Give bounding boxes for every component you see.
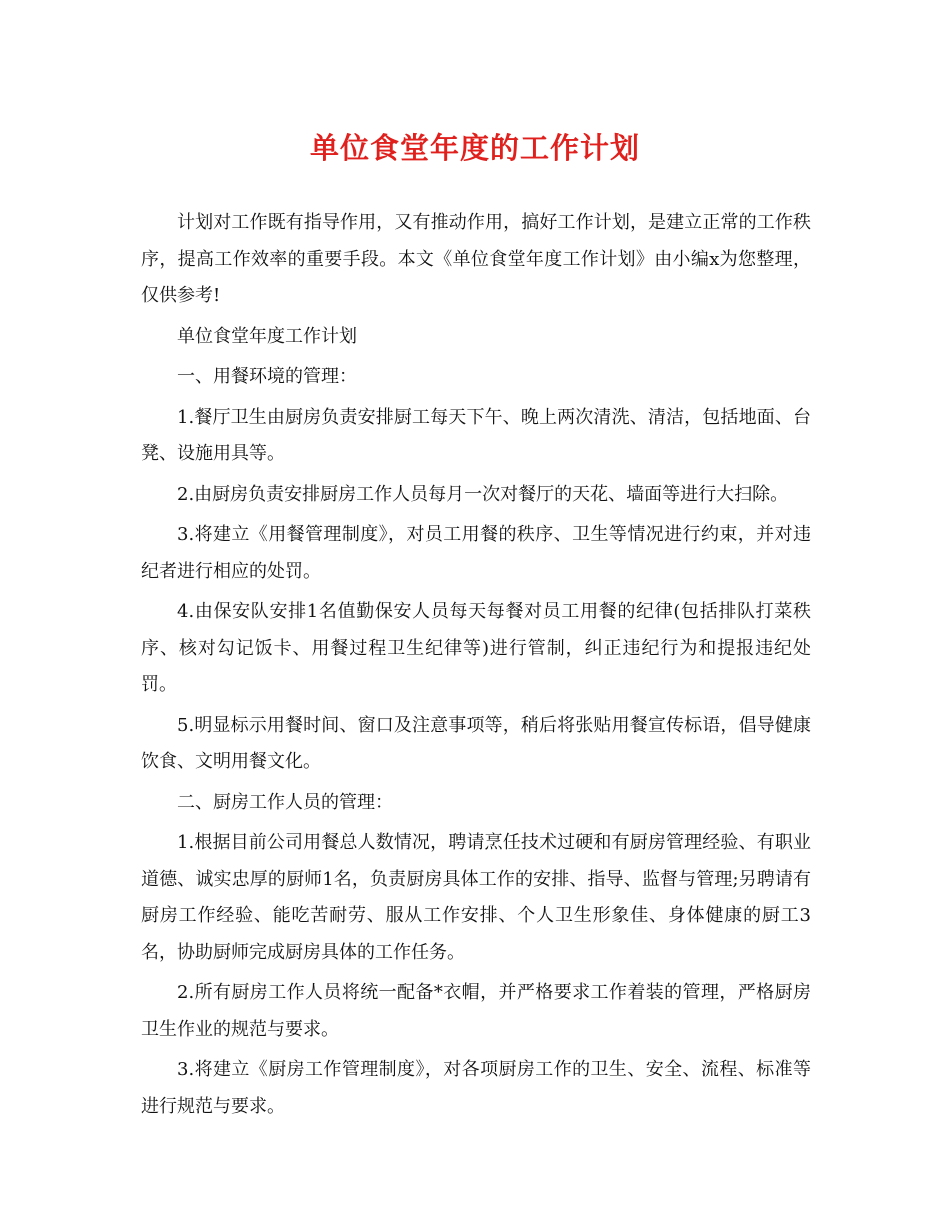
paragraph-subtitle: 单位食堂年度工作计划 [177,325,357,347]
paragraph-item: 4.由保安队安排1名值勤保安人员每天每餐对员工用餐的纪律(包括排队打菜秩序、核对勾记饭卡、用餐过程卫生纪律等)进行管制，纠正违纪行为和提报违纪处罚。 [141,601,811,695]
document-body [141,205,811,1129]
paragraph-item: 3.将建立《用餐管理制度》，对员工用餐的秩序、卫生等情况进行约束，并对违纪者进行相应的处罚。 [141,524,811,582]
paragraph-item: 2.由厨房负责安排厨房工作人员每月一次对餐厅的天花、墙面等进行大扫除。 [177,483,789,505]
section-heading-kitchen-staff: 二、厨房工作人员的管理： [177,791,393,813]
document-title: 单位食堂年度的工作计划 [309,131,640,165]
paragraph-item: 2.所有厨房工作人员将统一配备*衣帽，并严格要求工作着装的管理，严格厨房卫生作业的规范与要求。 [141,982,811,1040]
paragraph-item: 1.根据目前公司用餐总人数情况，聘请烹任技术过硬和有厨房管理经验、有职业道德、诚实忠厚的厨师1名，负责厨房具体工作的安排、指导、监督与管理;另聘请有厨房工作经验、能吃苦耐劳、服从工作安排、个人卫生形象佳、身体健康的厨工3名，协助厨师完成厨房具体的工作任务。 [141,832,811,963]
paragraph-item: 3.将建立《厨房工作管理制度》，对各项厨房工作的卫生、安全、流程、标准等进行规范与要求。 [141,1059,811,1117]
paragraph-item: 1.餐厅卫生由厨房负责安排厨工每天下午、晚上两次清洗、清洁，包括地面、台凳、设施用具等。 [141,406,811,464]
paragraph-intro: 计划对工作既有指导作用，又有推动作用，搞好工作计划，是建立正常的工作秩序，提高工作效率的重要手段。本文《单位食堂年度工作计划》由小编x为您整理，仅供参考! [141,212,811,306]
section-heading-dining-environment: 一、用餐环境的管理： [177,366,357,387]
paragraph-item: 5.明显标示用餐时间、窗口及注意事项等，稍后将张贴用餐宣传标语，倡导健康饮食、文明用餐文化。 [141,714,811,772]
